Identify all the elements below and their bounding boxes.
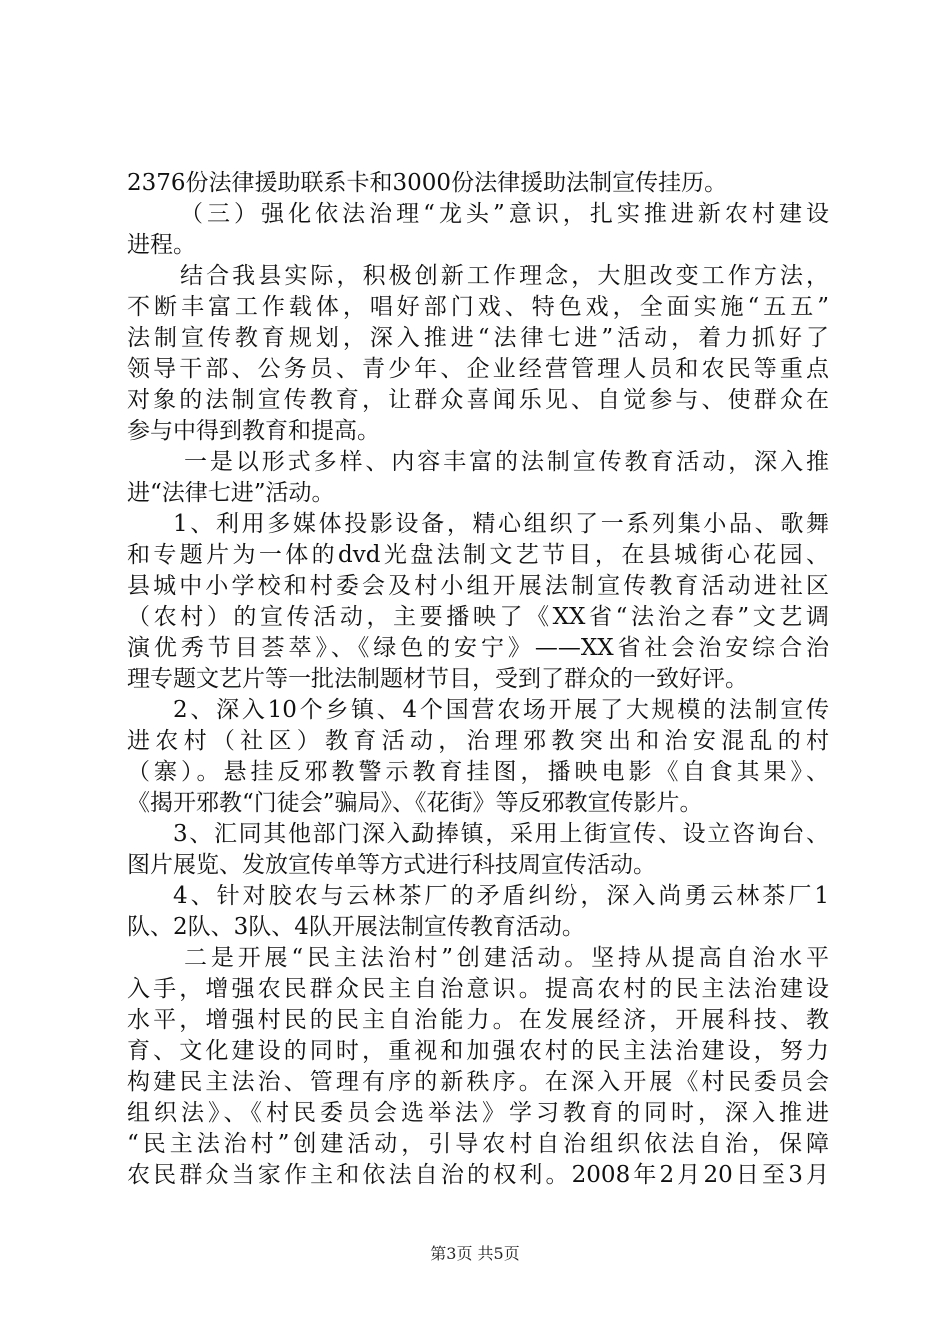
text-line: 参与中得到教育和提高。 (127, 418, 380, 444)
text-line: 入手，增强农民群众民主自治意识。提高农村的民主法治建设 (127, 976, 829, 1002)
text-line: 农民群众当家作主和依法自治的权利。2008年2月20日至3月 (127, 1162, 829, 1188)
section-heading-line: 进程。 (127, 232, 196, 258)
text-line: 2、深入10个乡镇、4个国营农场开展了大规模的法制宣传 (173, 697, 829, 723)
text-line: （寨）。悬挂反邪教警示教育挂图，播映电影《自食其果》、 (127, 759, 829, 785)
text-line: 演优秀节目荟萃》、《绿色的安宁》——XX省社会治安综合治 (127, 635, 829, 661)
text-line: 县城中小学校和村委会及村小组开展法制宣传教育活动进社区 (127, 573, 829, 599)
text-line: 结合我县实际，积极创新工作理念，大胆改变工作方法， (180, 263, 829, 289)
text-line: 图片展览、发放宣传单等方式进行科技周宣传活动。 (127, 852, 656, 878)
text-line: 二是开展“民主法治村”创建活动。坚持从提高自治水平 (184, 945, 829, 971)
text-line: 一是以形式多样、内容丰富的法制宣传教育活动，深入推 (184, 449, 829, 475)
text-line: 构建民主法治、管理有序的新秩序。在深入开展《村民委员会 (127, 1069, 829, 1095)
text-line: 进“法律七进”活动。 (127, 480, 335, 506)
text-line: 育、文化建设的同时，重视和加强农村的民主法治建设，努力 (127, 1038, 829, 1064)
text-line: 领导干部、公务员、青少年、企业经营管理人员和农民等重点 (127, 356, 829, 382)
text-line: “民主法治村”创建活动，引导农村自治组织依法自治，保障 (127, 1131, 829, 1157)
text-line: （农村）的宣传活动，主要播映了《XX省“法治之春”文艺调 (127, 604, 829, 630)
text-line: 进农村（社区）教育活动，治理邪教突出和治安混乱的村 (127, 728, 829, 754)
text-line: 组织法》、《村民委员会选举法》学习教育的同时，深入推进 (127, 1100, 829, 1126)
section-heading-line: （三）强化依法治理“龙头”意识，扎实推进新农村建设 (180, 201, 829, 227)
text-line: 和专题片为一体的dvd光盘法制文艺节目，在县城街心花园、 (127, 542, 829, 568)
text-line: 队、2队、3队、4队开展法制宣传教育活动。 (127, 914, 585, 940)
page-number-footer: 第3页 共5页 (430, 1244, 520, 1263)
text-line: 4、针对胶农与云林茶厂的矛盾纠纷，深入尚勇云林茶厂1 (173, 883, 829, 909)
text-line: 对象的法制宣传教育，让群众喜闻乐见、自觉参与、使群众在 (127, 387, 829, 413)
text-line: 法制宣传教育规划，深入推进“法律七进”活动，着力抓好了 (127, 325, 829, 351)
text-line: 水平，增强村民的民主自治能力。在发展经济，开展科技、教 (127, 1007, 829, 1033)
text-line: 1、利用多媒体投影设备，精心组织了一系列集小品、歌舞 (173, 511, 829, 537)
text-line: 《揭开邪教“门徒会”骗局》、《花街》等反邪教宣传影片。 (127, 790, 703, 816)
text-line: 不断丰富工作载体，唱好部门戏、特色戏，全面实施“五五” (127, 294, 829, 320)
text-line: 理专题文艺片等一批法制题材节目，受到了群众的一致好评。 (127, 666, 748, 692)
text-line: 2376份法律援助联系卡和3000份法律援助法制宣传挂历。 (127, 170, 728, 196)
document-body (127, 168, 829, 1191)
text-line: 3、汇同其他部门深入勐捧镇，采用上街宣传、设立咨询台、 (173, 821, 829, 847)
